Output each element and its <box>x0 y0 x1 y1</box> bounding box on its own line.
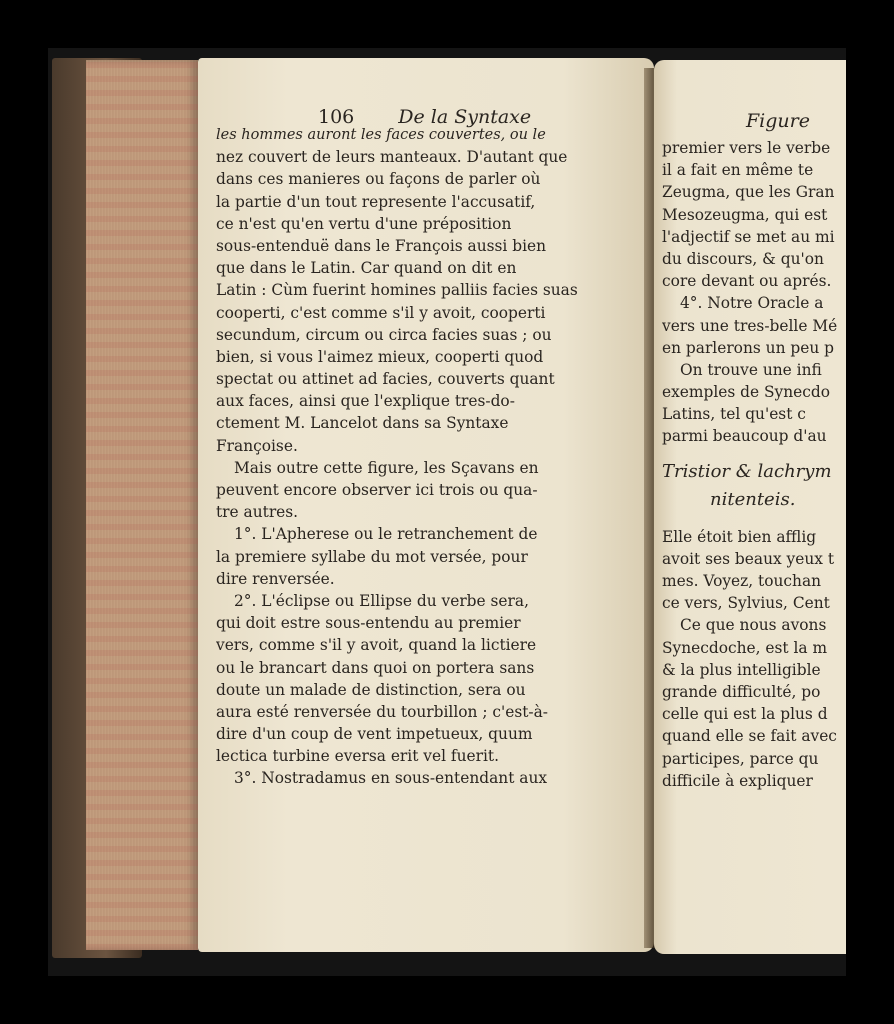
text-line: ce vers, Sylvius, Cent <box>662 594 830 613</box>
left-page-text <box>216 124 642 790</box>
running-head-title: De la Syntaxe <box>398 106 532 128</box>
text-line: 4°. Notre Oracle a <box>680 294 824 313</box>
text-line: sous-entenduë dans le François aussi bien <box>216 236 547 255</box>
text-line: Mais outre cette figure, les Sçavans en <box>234 458 539 477</box>
text-line: il a fait en même te <box>662 161 814 180</box>
text-line: 2°. L'éclipse ou Ellipse du verbe sera, <box>234 591 529 610</box>
text-line: celle qui est la plus d <box>662 705 828 724</box>
page-edges <box>86 60 198 950</box>
text-line: les hommes auront les faces couvertes, ou le <box>216 127 546 143</box>
text-line: spectat ou attinet ad facies, couverts quant <box>216 370 555 389</box>
page-number: 106 <box>318 106 355 128</box>
text-line: la premiere syllabe du mot versée, pour <box>216 547 528 566</box>
text-line: aura esté renversée du tourbillon ; c'est-à- <box>216 702 549 721</box>
text-line: bien, si vous l'aimez mieux, cooperti quod <box>216 347 544 366</box>
text-line: Ce que nous avons <box>680 616 827 635</box>
verse-heading-continued: nitenteis. <box>710 488 796 510</box>
text-line: ce n'est qu'en vertu d'une préposition <box>216 214 512 233</box>
text-line: Mesozeugma, qui est <box>662 205 828 224</box>
text-line: Zeugma, que les Gran <box>662 183 835 202</box>
right-page-text <box>662 137 846 792</box>
text-line: 1°. L'Apherese ou le retranchement de <box>234 525 538 544</box>
text-line: dire d'un coup de vent impetueux, quum <box>216 725 533 744</box>
text-line: exemples de Synecdo <box>662 383 831 402</box>
text-line: en parlerons un peu p <box>662 338 834 357</box>
text-line: nez couvert de leurs manteaux. D'autant que <box>216 148 568 167</box>
text-line: On trouve une infi <box>680 360 822 379</box>
text-line: avoit ses beaux yeux t <box>662 549 835 568</box>
text-line: Françoise. <box>216 436 298 455</box>
text-line: qui doit estre sous-entendu au premier <box>216 614 521 633</box>
text-line: Latins, tel qu'est c <box>662 405 806 424</box>
text-line: ctement M. Lancelot dans sa Syntaxe <box>216 414 509 433</box>
text-line: 3°. Nostradamus en sous-entendant aux <box>234 769 548 788</box>
text-line: doute un malade de distinction, sera ou <box>216 680 526 699</box>
text-line: peuvent encore observer ici trois ou qua- <box>216 481 538 499</box>
text-line: vers une tres-belle Mé <box>662 316 838 335</box>
text-line: la partie d'un tout represente l'accusatif, <box>216 192 536 211</box>
text-line: grande difficulté, po <box>662 682 821 701</box>
text-line: parmi beaucoup d'au <box>662 427 827 446</box>
text-line: vers, comme s'il y avoit, quand la lictiere <box>216 636 537 655</box>
text-line: core devant ou aprés. <box>662 272 832 291</box>
text-line: Latin : Cùm fuerint homines palliis facies suas <box>216 281 578 300</box>
text-line: Synecdoche, est la m <box>662 638 828 657</box>
text-line: cooperti, c'est comme s'il y avoit, cooperti <box>216 303 546 322</box>
text-line: du discours, & qu'on <box>662 249 824 268</box>
text-line: aux faces, ainsi que l'explique tres-do- <box>216 392 515 411</box>
text-line: secundum, circum ou circa facies suas ; ou <box>216 325 552 344</box>
text-line: Elle étoit bien afflig <box>662 527 817 546</box>
text-line: tre autres. <box>216 503 299 522</box>
right-page <box>654 60 846 954</box>
text-line: ou le brancart dans quoi on portera sans <box>216 658 535 677</box>
right-running-head: Figure <box>746 110 810 132</box>
text-line: dans ces manieres ou façons de parler où <box>216 170 541 189</box>
text-line: dire renversée. <box>216 569 335 588</box>
text-line: quand elle se fait avec <box>662 727 837 746</box>
text-line: l'adjectif se met au mi <box>662 227 835 246</box>
text-line: mes. Voyez, touchan <box>662 572 822 590</box>
book-scan <box>48 48 846 976</box>
text-line: premier vers le verbe <box>662 139 831 157</box>
text-line: lectica turbine eversa erit vel fuerit. <box>216 747 499 766</box>
text-line: participes, parce qu <box>662 749 819 768</box>
text-line: & la plus intelligible <box>662 660 821 679</box>
text-line: que dans le Latin. Car quand on dit en <box>216 259 517 278</box>
text-line: difficile à expliquer <box>662 771 813 790</box>
verse-heading: Tristior & lachrym <box>662 460 832 482</box>
